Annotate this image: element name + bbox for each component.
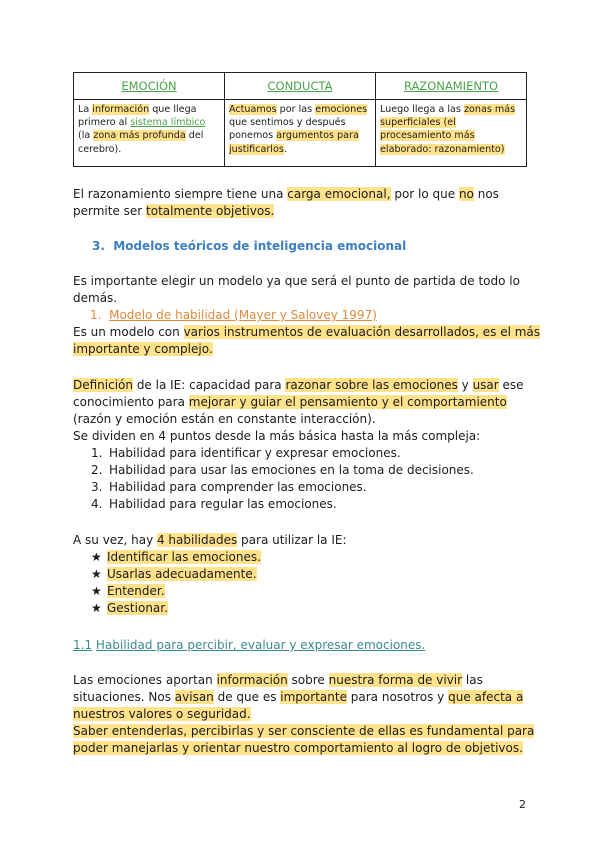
- star-icon: ★: [91, 567, 102, 581]
- subsection-1-1-heading: 1.1 Habilidad para percibir, evaluar y expresar emociones.: [73, 638, 426, 652]
- list-item: ★ Identificar las emociones.: [91, 550, 261, 564]
- list-item: 3. Habilidad para comprender las emociones.: [91, 480, 367, 494]
- cell-conducta: Actuamos por las emociones que sentimos y después ponemos argumentos para justificarlos.: [225, 100, 376, 167]
- star-icon: ★: [91, 584, 102, 598]
- sistema-limbico-link[interactable]: sistema límbico: [130, 117, 206, 129]
- star-icon: ★: [91, 601, 102, 615]
- paragraph-modelo-desc: Es un modelo con varios instrumentos de evaluación desarrollados, es el más: [73, 325, 541, 339]
- paragraph-razonamiento: El razonamiento siempre tiene una carga emocional, por lo que no nos: [73, 187, 499, 201]
- list-item: ★ Gestionar.: [91, 601, 168, 615]
- paragraph-habilidades: A su vez, hay 4 habilidades para utilizar la IE:: [73, 533, 347, 547]
- list-item: 1. Habilidad para identificar y expresar emociones.: [91, 446, 401, 460]
- star-icon: ★: [91, 550, 102, 564]
- header-conducta: CONDUCTA: [225, 73, 376, 100]
- model-heading: 1. Modelo de habilidad (Mayer y Salovey 1997): [90, 308, 377, 322]
- section-3-heading: 3. Modelos teóricos de inteligencia emocional: [92, 239, 407, 253]
- list-item: 4. Habilidad para regular las emociones.: [91, 497, 337, 511]
- subsection-link[interactable]: Habilidad para percibir, evaluar y expresar emociones.: [95, 638, 426, 652]
- cell-razonamiento: Luego llega a las zonas más superficiales (el procesamiento más elaborado: razonamiento): [376, 100, 527, 167]
- list-item: ★ Usarlas adecuadamente.: [91, 567, 257, 581]
- page-number: 2: [519, 798, 526, 811]
- comparison-table: [73, 72, 527, 167]
- list-item: ★ Entender.: [91, 584, 165, 598]
- header-emocion: EMOCIÓN: [74, 73, 225, 100]
- paragraph-modelo-intro: Es importante elegir un modelo ya que será el punto de partida de todo lo: [73, 274, 520, 288]
- model-link[interactable]: Modelo de habilidad (Mayer y Salovey 1997): [109, 308, 377, 322]
- paragraph-definicion: Definición de la IE: capacidad para razonar sobre las emociones y usar ese: [73, 378, 524, 392]
- header-razonamiento: RAZONAMIENTO: [376, 73, 527, 100]
- list-item: 2. Habilidad para usar las emociones en la toma de decisiones.: [91, 463, 474, 477]
- paragraph-emociones: Las emociones aportan información sobre nuestra forma de vivir las: [73, 673, 483, 687]
- cell-emocion: La información que llega primero al sistema límbico (la zona más profunda del cerebro).: [74, 100, 225, 167]
